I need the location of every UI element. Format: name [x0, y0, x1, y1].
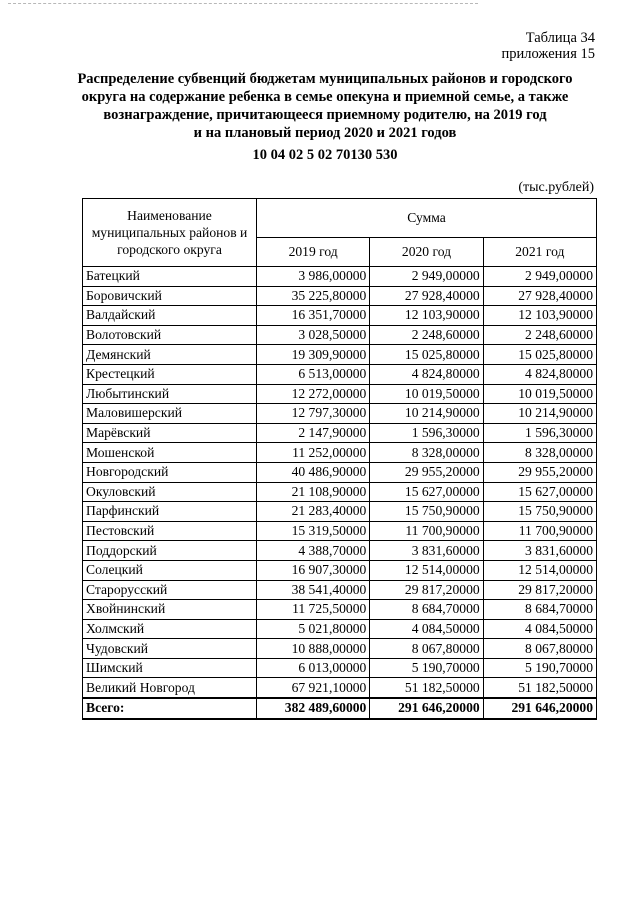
- amount-cell-2020: 2 248,60000: [370, 325, 483, 345]
- table-row: [83, 580, 597, 600]
- amount-cell-2019: 15 319,50000: [257, 521, 370, 541]
- column-header-name: Наименование муниципальных районов и городского округа: [83, 199, 257, 267]
- amount-cell-2019: 6 513,00000: [257, 364, 370, 384]
- district-name-cell: Чудовский: [83, 639, 257, 659]
- amount-cell-2020: 15 025,80000: [370, 345, 483, 365]
- table-row: [83, 345, 597, 365]
- amount-cell-2021: 5 190,70000: [483, 658, 596, 678]
- amount-cell-2021: 51 182,50000: [483, 678, 596, 698]
- district-name-cell: Волотовский: [83, 325, 257, 345]
- district-name-cell: Новгородский: [83, 462, 257, 482]
- amount-cell-2019: 3 028,50000: [257, 325, 370, 345]
- amount-cell-2019: 12 272,00000: [257, 384, 370, 404]
- table-number: Таблица 34: [525, 30, 595, 46]
- amount-cell-2020: 5 190,70000: [370, 658, 483, 678]
- district-name-cell: Маловишерский: [83, 404, 257, 424]
- title-line-1: Распределение субвенций бюджетам муниципальных районов и городского: [77, 71, 573, 87]
- amount-cell-2021: 10 214,90000: [483, 404, 596, 424]
- amount-cell-2019: 21 283,40000: [257, 502, 370, 522]
- amount-cell-2021: 1 596,30000: [483, 423, 596, 443]
- amount-cell-2020: 15 627,00000: [370, 482, 483, 502]
- title-line-3: вознаграждение, причитающееся приемному родителю, на 2019 год: [103, 107, 547, 123]
- amount-cell-2020: 4 824,80000: [370, 364, 483, 384]
- amount-cell-2019: 38 541,40000: [257, 580, 370, 600]
- amount-cell-2019: 19 309,90000: [257, 345, 370, 365]
- table-row: [83, 443, 597, 463]
- amount-cell-2019: 4 388,70000: [257, 541, 370, 561]
- table-row: [83, 639, 597, 659]
- amount-cell-2021: 12 103,90000: [483, 306, 596, 326]
- amount-cell-2021: 291 646,20000: [483, 698, 596, 719]
- amount-cell-2019: 382 489,60000: [257, 698, 370, 719]
- amount-cell-2020: 8 328,00000: [370, 443, 483, 463]
- amount-cell-2020: 8 067,80000: [370, 639, 483, 659]
- table-row: [83, 619, 597, 639]
- district-name-cell: Солецкий: [83, 560, 257, 580]
- district-name-cell: Батецкий: [83, 267, 257, 287]
- district-name-cell: Хвойнинский: [83, 600, 257, 620]
- units-label: (тыс.рублей): [518, 180, 594, 195]
- amount-cell-2021: 11 700,90000: [483, 521, 596, 541]
- amount-cell-2020: 12 103,90000: [370, 306, 483, 326]
- table-total-row: [83, 698, 597, 719]
- district-name-cell: Любытинский: [83, 384, 257, 404]
- table-row: [83, 658, 597, 678]
- amount-cell-2020: 51 182,50000: [370, 678, 483, 698]
- amount-cell-2021: 2 248,60000: [483, 325, 596, 345]
- amount-cell-2019: 16 907,30000: [257, 560, 370, 580]
- amount-cell-2019: 40 486,90000: [257, 462, 370, 482]
- amount-cell-2021: 4 084,50000: [483, 619, 596, 639]
- appendix-number: приложения 15: [501, 46, 595, 62]
- amount-cell-2020: 10 214,90000: [370, 404, 483, 424]
- district-name-cell: Боровичский: [83, 286, 257, 306]
- amount-cell-2020: 29 955,20000: [370, 462, 483, 482]
- document-title: [60, 70, 590, 142]
- district-name-cell: Великий Новгород: [83, 678, 257, 698]
- amount-cell-2019: 5 021,80000: [257, 619, 370, 639]
- district-name-cell: Мошенской: [83, 443, 257, 463]
- table-row: [83, 286, 597, 306]
- column-header-2021: 2021 год: [483, 238, 596, 267]
- budget-code: 10 04 02 5 02 70130 530: [252, 147, 398, 163]
- amount-cell-2019: 35 225,80000: [257, 286, 370, 306]
- amount-cell-2020: 3 831,60000: [370, 541, 483, 561]
- district-name-cell: Валдайский: [83, 306, 257, 326]
- district-name-cell: Всего:: [83, 698, 257, 719]
- amount-cell-2019: 2 147,90000: [257, 423, 370, 443]
- table-row: [83, 384, 597, 404]
- amount-cell-2021: 12 514,00000: [483, 560, 596, 580]
- table-body: [83, 267, 597, 719]
- table-row: [83, 560, 597, 580]
- amount-cell-2021: 2 949,00000: [483, 267, 596, 287]
- amount-cell-2020: 29 817,20000: [370, 580, 483, 600]
- amount-cell-2019: 67 921,10000: [257, 678, 370, 698]
- title-line-2: округа на содержание ребенка в семье опекуна и приемной семье, а также: [81, 89, 569, 105]
- table-row: [83, 600, 597, 620]
- district-name-cell: Старорусский: [83, 580, 257, 600]
- amount-cell-2020: 4 084,50000: [370, 619, 483, 639]
- district-name-cell: Поддорский: [83, 541, 257, 561]
- amount-cell-2020: 8 684,70000: [370, 600, 483, 620]
- column-header-2019: 2019 год: [257, 238, 370, 267]
- table-row: [83, 678, 597, 698]
- amount-cell-2021: 15 025,80000: [483, 345, 596, 365]
- table-row: [83, 325, 597, 345]
- table-row: [83, 423, 597, 443]
- table-row: [83, 404, 597, 424]
- amount-cell-2020: 27 928,40000: [370, 286, 483, 306]
- district-name-cell: Парфинский: [83, 502, 257, 522]
- district-name-cell: Пестовский: [83, 521, 257, 541]
- district-name-cell: Холмский: [83, 619, 257, 639]
- amount-cell-2020: 2 949,00000: [370, 267, 483, 287]
- district-name-cell: Крестецкий: [83, 364, 257, 384]
- amount-cell-2020: 12 514,00000: [370, 560, 483, 580]
- amount-cell-2021: 29 955,20000: [483, 462, 596, 482]
- amount-cell-2021: 8 328,00000: [483, 443, 596, 463]
- district-name-cell: Демянский: [83, 345, 257, 365]
- amount-cell-2019: 6 013,00000: [257, 658, 370, 678]
- amount-cell-2020: 1 596,30000: [370, 423, 483, 443]
- amount-cell-2020: 291 646,20000: [370, 698, 483, 719]
- district-name-cell: Окуловский: [83, 482, 257, 502]
- table-row: [83, 306, 597, 326]
- amount-cell-2020: 15 750,90000: [370, 502, 483, 522]
- table-row: [83, 521, 597, 541]
- amount-cell-2019: 10 888,00000: [257, 639, 370, 659]
- table-row: [83, 462, 597, 482]
- district-name-cell: Марёвский: [83, 423, 257, 443]
- amount-cell-2019: 21 108,90000: [257, 482, 370, 502]
- amount-cell-2021: 8 684,70000: [483, 600, 596, 620]
- amount-cell-2021: 3 831,60000: [483, 541, 596, 561]
- amount-cell-2021: 29 817,20000: [483, 580, 596, 600]
- amount-cell-2019: 16 351,70000: [257, 306, 370, 326]
- amount-cell-2019: 11 252,00000: [257, 443, 370, 463]
- title-line-4: и на плановый период 2020 и 2021 годов: [193, 125, 457, 141]
- amount-cell-2021: 10 019,50000: [483, 384, 596, 404]
- amount-cell-2019: 3 986,00000: [257, 267, 370, 287]
- amount-cell-2019: 11 725,50000: [257, 600, 370, 620]
- amount-cell-2021: 4 824,80000: [483, 364, 596, 384]
- subvention-table: [82, 198, 597, 720]
- amount-cell-2019: 12 797,30000: [257, 404, 370, 424]
- column-header-2020: 2020 год: [370, 238, 483, 267]
- table-row: [83, 541, 597, 561]
- scan-artifact-line: [8, 3, 478, 4]
- district-name-cell: Шимский: [83, 658, 257, 678]
- table-row: [83, 364, 597, 384]
- table-row: [83, 482, 597, 502]
- amount-cell-2021: 15 627,00000: [483, 482, 596, 502]
- amount-cell-2020: 11 700,90000: [370, 521, 483, 541]
- amount-cell-2021: 27 928,40000: [483, 286, 596, 306]
- table-reference: [502, 30, 595, 62]
- amount-cell-2020: 10 019,50000: [370, 384, 483, 404]
- column-header-sum: Сумма: [257, 199, 597, 238]
- table-row: [83, 267, 597, 287]
- amount-cell-2021: 15 750,90000: [483, 502, 596, 522]
- amount-cell-2021: 8 067,80000: [483, 639, 596, 659]
- table-row: [83, 502, 597, 522]
